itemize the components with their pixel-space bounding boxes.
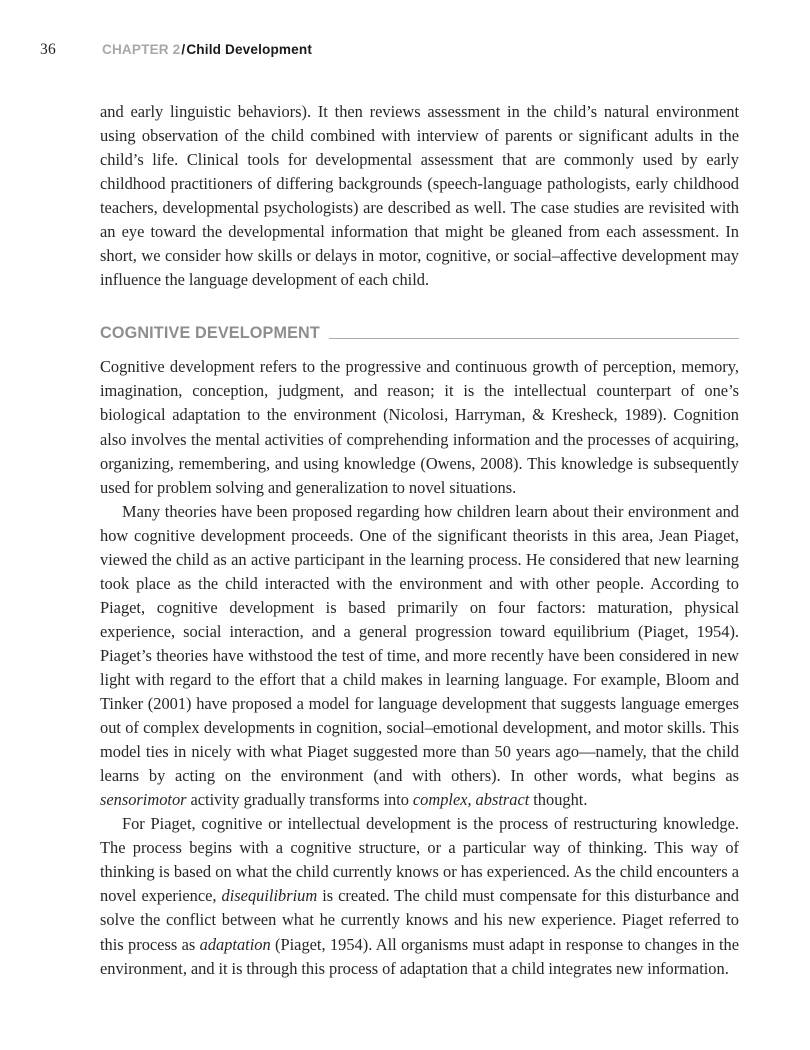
- term-adaptation: adaptation: [199, 934, 271, 954]
- paragraph-theories-text-2: activity gradually transforms into: [186, 790, 413, 810]
- paragraph-theories-text-3: thought.: [529, 790, 588, 810]
- section-heading-label: COGNITIVE DEVELOPMENT: [100, 324, 320, 343]
- running-head: [40, 41, 740, 63]
- term-disequilibrium: disequilibrium: [221, 886, 318, 906]
- running-head-separator: /: [181, 42, 186, 57]
- running-head-text: [102, 42, 312, 57]
- paragraph-intro: and early linguistic behaviors). It then reviews assessment in the child’s natural environment using observation of the child combined with interview of parents or significant adults in the child’s life. Clinical tools for developmental assessment that are commonly used by early childhood practitioners of differing backgrounds (speech-language pathologists, early childhood teachers, developmental psychologists) are described as well. The case studies are revisited with an eye toward the developmental information that might be gleaned from each assessment. In short, we consider how skills or delays in motor, cognitive, or social–affective development may influence the language development of each child.: [100, 102, 739, 290]
- page-number: 36: [40, 41, 56, 58]
- paragraph-restructuring: [100, 812, 739, 980]
- paragraph-theories-text-1: Many theories have been proposed regarding how children learn about their environment and how cognitive development proceeds. One of the significant theorists in this area, Jean Piaget, viewed the child as an active participant in the learning process. He considered that new learning took place as the child interacted with the environment and with other people. According to Piaget, cognitive development is based primarily on four factors: maturation, physical experience, social interaction, and a general progression toward equilibrium (Piaget, 1954). Piaget’s theories have withstood the test of time, and more recently have been considered in new light with regard to the effort that a child makes in learning language. For example, Bloom and Tinker (2001) have proposed a model for language development that suggests language emerges out of complex developments in cognition, social–emotional development, and motor skills. This model ties in nicely with what Piaget suggested more than 50 years ago—namely, that the child learns by acting on the environment (and with others). In other words, what begins as: [100, 501, 739, 786]
- section-heading: [100, 320, 739, 342]
- term-sensorimotor: sensorimotor: [100, 790, 187, 810]
- section-heading-rule: [329, 338, 739, 339]
- running-head-chapter: CHAPTER 2: [102, 42, 181, 57]
- text-column: [100, 100, 739, 981]
- paragraph-restructuring-text-1: For Piaget, cognitive or intellectual development is the process of restructuring knowledge. The process begins with a cognitive structure, or a particular way of thinking. This way of thinking is based on what the child currently knows or has experienced. As the child encounters a novel experience,: [100, 814, 739, 906]
- paragraph-restructuring-text-3: (Piaget, 1954). All organisms must adapt in response to changes in the environment, and it is through this process of adaptation that a child integrates new information.: [100, 934, 739, 978]
- running-head-title: Child Development: [186, 42, 313, 57]
- term-complex-abstract: complex, abstract: [412, 790, 530, 810]
- paragraph-theories: [100, 500, 739, 813]
- paragraph-cognitive-definition: Cognitive development refers to the progressive and continuous growth of perception, memory, imagination, conception, judgment, and reason; it is the intellectual counterpart of one’s biological adaptation to the environment (Nicolosi, Harryman, & Kresheck, 1989). Cognition also involves the mental activities of comprehending information and the processes of acquiring, organizing, remembering, and using knowledge (Owens, 2008). This knowledge is subsequently used for problem solving and generalization to novel situations.: [100, 357, 739, 497]
- paragraph-restructuring-text-2: is created. The child must compensate for this disturbance and solve the conflict between what he currently knows and his new experience. Piaget referred to this process as: [100, 886, 739, 954]
